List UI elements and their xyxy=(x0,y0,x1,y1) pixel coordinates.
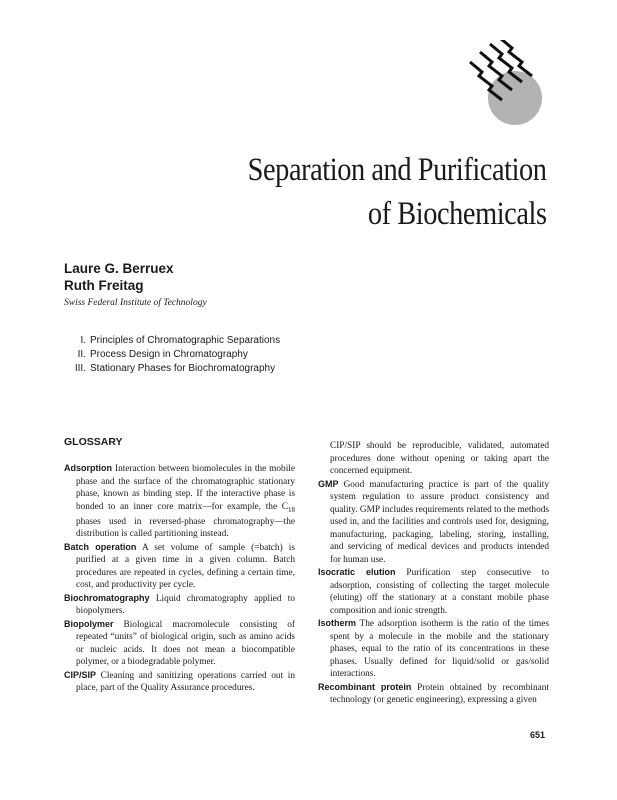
glossary-definition: Good manufacturing practice is part of the quality system regulation to assure product consistency and quality. GMP includes requirements related to the methods used in, and the facilities and controls used for, designing, manufacturing, packaging, labeling, storing, installing, and servicing of medical devices and products intended for human use. xyxy=(330,479,549,565)
glossary-entry xyxy=(318,617,549,681)
glossary-entry xyxy=(64,592,295,618)
glossary-definition: Protein obtained by recombinant technology (or genetic engineering), expressing a given xyxy=(330,682,549,705)
glossary-definition: Purification step consecutive to adsorption, consisting of collecting the target molecule (eluting) off the stationary at a constant mobile phase composition and ionic strength. xyxy=(330,568,549,616)
glossary-term: CIP/SIP xyxy=(64,669,97,680)
glossary-definition: Liquid chromatography applied to biopolymers. xyxy=(76,593,295,617)
glossary-continuation: CIP/SIP should be reproducible, validated, automated procedures done without opening or taking apart the concerned equipment. xyxy=(330,441,549,476)
toc-text: Stationary Phases for Biochromatography xyxy=(90,363,276,374)
glossary-term: Biopolymer xyxy=(64,618,114,629)
title-line-1: Separation and Purification xyxy=(248,152,547,188)
glossary-definition-cont: phases used in reversed-phase chromatography—the distribution is called partitioning instead. xyxy=(76,516,295,540)
article-title xyxy=(248,148,547,236)
glossary-term: Batch operation xyxy=(64,541,137,552)
title-line-2: of Biochemicals xyxy=(368,196,547,232)
glossary-term: Isocratic elution xyxy=(318,567,396,577)
page-number: 651 xyxy=(530,730,546,740)
glossary-entry xyxy=(64,669,295,695)
table-of-contents xyxy=(64,334,280,376)
toc-number: II. xyxy=(77,349,86,360)
glossary-entry xyxy=(318,681,549,707)
glossary-entry xyxy=(64,462,295,541)
toc-text: Principles of Chromatographic Separations xyxy=(90,335,281,346)
glossary-definition: Biological macromolecule consisting of repeated “units” of biological origin, such as amino acids or nucleic acids. It does not mean a biocompatible polymer, or a biodegradable polymer. xyxy=(76,619,295,668)
toc-item xyxy=(64,334,280,348)
author-1: Laure G. Berruex xyxy=(64,261,174,276)
glossary-term: Recombinant protein xyxy=(318,681,412,692)
glossary-entry xyxy=(64,541,295,592)
toc-item xyxy=(64,362,280,376)
glossary-entry xyxy=(318,566,549,617)
subscript: 18 xyxy=(288,505,295,514)
glossary-term: Isotherm xyxy=(318,618,357,628)
glossary-definition: Interaction between biomolecules in the mobile phase and the surface of the chromatographic stationary phase, known as binding step. If the interactive phase is bonded to an inner core matrix—for example, the C xyxy=(76,464,295,512)
glossary-definition: The adsorption isotherm is the ratio of the times spent by a molecule in the mobile and the stationary phases, equal to the ratio of its concentrations in these phases. Usually defined for liquid/solid or gas/solid interactions. xyxy=(330,619,550,679)
chapter-logo-icon xyxy=(460,40,550,125)
glossary-entry xyxy=(318,478,549,567)
author-2: Ruth Freitag xyxy=(64,278,144,293)
glossary-term: GMP xyxy=(318,478,339,489)
glossary-entry xyxy=(64,618,295,669)
affiliation: Swiss Federal Institute of Technology xyxy=(64,298,207,308)
toc-number: III. xyxy=(74,363,86,374)
glossary-heading: GLOSSARY xyxy=(64,436,123,448)
author-block xyxy=(64,260,207,310)
glossary-term: Biochromatography xyxy=(64,592,150,603)
glossary-left-column xyxy=(64,462,295,695)
glossary-definition: A set volume of sample (=batch) is purified at a given time in a given column. Batch procedures are repeated in cycles, defining a certain time, cost, and productivity per cycle. xyxy=(76,542,295,591)
toc-item xyxy=(64,348,280,362)
toc-text: Process Design in Chromatography xyxy=(90,349,248,360)
glossary-right-column xyxy=(318,440,549,707)
glossary-definition: Cleaning and sanitizing operations carried out in place, part of the Quality Assurance procedures. xyxy=(76,670,295,694)
toc-number: I. xyxy=(80,335,86,346)
glossary-term: Adsorption xyxy=(64,463,112,473)
